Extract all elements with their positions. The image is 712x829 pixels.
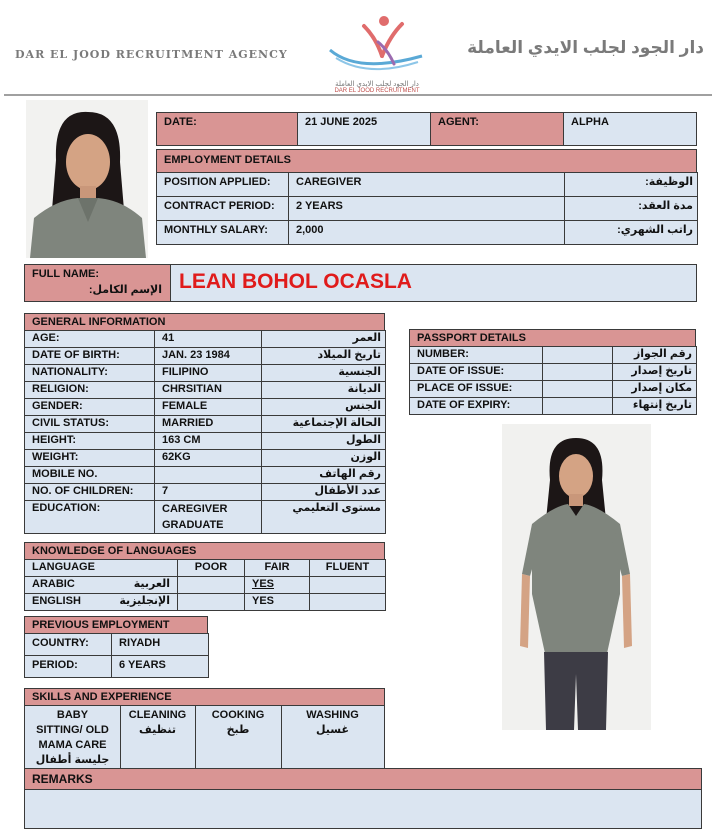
date-agent-bar	[156, 112, 697, 146]
language-name: ARABIC	[32, 578, 75, 590]
general-label-arabic: رقم الهاتف	[262, 467, 386, 484]
logo-arabic-text: دار الجود لجلب الايدي العاملة	[335, 81, 419, 88]
employment-row	[157, 197, 698, 221]
column-header: FAIR	[245, 560, 310, 577]
passport-row	[410, 347, 697, 364]
general-label: EDUCATION:	[25, 501, 155, 534]
passport-details-title: PASSPORT DETAILS	[417, 332, 526, 344]
skill-label-arabic: جليسة أطفال	[35, 754, 110, 766]
employment-label-arabic: الوظيفة:	[565, 173, 698, 197]
passport-value	[543, 381, 613, 398]
agency-logo	[318, 12, 436, 92]
language-poor	[178, 577, 245, 594]
full-name-label-cell	[24, 264, 171, 302]
passport-details-table	[409, 346, 697, 415]
date-label-cell	[156, 112, 298, 146]
employment-value: 2 YEARS	[289, 197, 565, 221]
logo-figure-icon	[318, 12, 436, 74]
agent-value-cell	[563, 112, 697, 146]
general-value: 41	[155, 331, 262, 348]
general-label: NATIONALITY:	[25, 365, 155, 382]
previous-value: RIYADH	[112, 634, 209, 656]
logo-english-text: DAR EL JOOD RECRUITMENT	[334, 88, 420, 94]
employment-details-header	[156, 149, 697, 173]
general-label-arabic: الديانة	[262, 382, 386, 399]
general-information-header	[24, 313, 385, 331]
language-row	[25, 577, 386, 594]
general-label-arabic: العمر	[262, 331, 386, 348]
skill-item-cleaning	[120, 706, 196, 771]
general-row	[25, 399, 386, 416]
remarks-header	[24, 768, 702, 790]
agent-label-cell	[430, 112, 564, 146]
remarks-box	[24, 789, 702, 829]
skill-label: CLEANING	[128, 709, 187, 721]
education-value-line1: CAREGIVER	[162, 503, 228, 515]
general-label: WEIGHT:	[25, 450, 155, 467]
previous-employment-title: PREVIOUS EMPLOYMENT	[32, 619, 170, 631]
skills-grid	[24, 705, 385, 770]
skills-title: SKILLS AND EXPERIENCE	[32, 691, 172, 703]
general-row	[25, 501, 386, 534]
passport-label: DATE OF ISSUE:	[410, 364, 543, 381]
full-name-value-cell	[170, 264, 697, 302]
general-label-arabic: الوزن	[262, 450, 386, 467]
language-poor	[178, 594, 245, 611]
general-row	[25, 450, 386, 467]
previous-employment-row	[25, 656, 209, 678]
applicant-full-body-photo	[502, 424, 651, 730]
previous-employment-table	[24, 633, 209, 678]
general-row	[25, 348, 386, 365]
previous-label: COUNTRY:	[25, 634, 112, 656]
employment-value: CAREGIVER	[289, 173, 565, 197]
passport-row	[410, 398, 697, 415]
skill-label-arabic: تنظيف	[139, 724, 176, 736]
agent-label: AGENT:	[438, 116, 479, 128]
general-value: CHRSITIAN	[155, 382, 262, 399]
education-value-line2: GRADUATE	[162, 519, 224, 531]
passport-label-arabic: مكان إصدار	[613, 381, 697, 398]
general-label-arabic: تاريخ الميلاد	[262, 348, 386, 365]
skill-label: MAMA CARE	[38, 739, 107, 751]
general-value: 163 CM	[155, 433, 262, 450]
general-label: RELIGION:	[25, 382, 155, 399]
general-label-arabic: عدد الأطفال	[262, 484, 386, 501]
passport-row	[410, 381, 697, 398]
general-value: MARRIED	[155, 416, 262, 433]
remarks-title: REMARKS	[32, 772, 93, 786]
header-divider	[4, 94, 712, 96]
general-label: MOBILE NO.	[25, 467, 155, 484]
date-value: 21 JUNE 2025	[305, 116, 378, 128]
languages-title: KNOWLEDGE OF LANGUAGES	[32, 545, 197, 557]
passport-label-arabic: تاريخ إنتهاء	[613, 398, 697, 415]
general-value: JAN. 23 1984	[155, 348, 262, 365]
previous-value: 6 YEARS	[112, 656, 209, 678]
passport-label: NUMBER:	[410, 347, 543, 364]
skill-label-arabic: طبخ	[226, 724, 250, 736]
general-value: 62KG	[155, 450, 262, 467]
general-label-arabic: الحالة الإجتماعية	[262, 416, 386, 433]
full-name-value: LEAN BOHOL OCASLA	[179, 270, 412, 293]
employment-details-title: EMPLOYMENT DETAILS	[164, 154, 291, 166]
language-name-arabic: الإنجليزية	[119, 595, 170, 607]
passport-label-arabic: تاريخ إصدار	[613, 364, 697, 381]
general-row	[25, 331, 386, 348]
employment-label-arabic: راتب الشهري:	[565, 221, 698, 245]
agency-name-english: DAR EL JOOD RECRUITMENT AGENCY	[15, 48, 288, 61]
general-value	[155, 467, 262, 484]
skill-label: BABY	[56, 709, 89, 721]
skill-item-washing	[281, 706, 384, 771]
employment-label: POSITION APPLIED:	[157, 173, 289, 197]
passport-label: PLACE OF ISSUE:	[410, 381, 543, 398]
general-row	[25, 484, 386, 501]
general-row	[25, 382, 386, 399]
language-fluent	[310, 594, 386, 611]
column-header: LANGUAGE	[25, 560, 178, 577]
passport-details-header	[409, 329, 696, 347]
general-label-arabic: الطول	[262, 433, 386, 450]
passport-value	[543, 364, 613, 381]
general-label: GENDER:	[25, 399, 155, 416]
passport-label-arabic: رقم الجواز	[613, 347, 697, 364]
language-name-arabic: العربية	[133, 578, 170, 590]
remarks-value	[25, 790, 701, 794]
general-label: NO. OF CHILDREN:	[25, 484, 155, 501]
general-label: CIVIL STATUS:	[25, 416, 155, 433]
general-label-arabic: الجنسية	[262, 365, 386, 382]
language-fair: YES	[245, 577, 310, 594]
language-name-cell	[25, 594, 178, 611]
skill-label: COOKING	[211, 709, 265, 721]
column-header: FLUENT	[310, 560, 386, 577]
general-label: DATE OF BIRTH:	[25, 348, 155, 365]
column-header: POOR	[178, 560, 245, 577]
language-name-cell	[25, 577, 178, 594]
employment-label-arabic: مدة العقد:	[565, 197, 698, 221]
general-value-cell	[155, 501, 262, 534]
language-name: ENGLISH	[32, 595, 81, 607]
general-label-arabic: مستوى التعليمي	[262, 501, 386, 534]
employment-label: MONTHLY SALARY:	[157, 221, 289, 245]
general-value: FILIPINO	[155, 365, 262, 382]
language-fluent	[310, 577, 386, 594]
full-name-label-arabic: الإسم الكامل:	[88, 284, 162, 296]
passport-value	[543, 398, 613, 415]
passport-label: DATE OF EXPIRY:	[410, 398, 543, 415]
employment-row	[157, 221, 698, 245]
general-label: AGE:	[25, 331, 155, 348]
agency-name-arabic: دار الجود لجلب الايدي العاملة	[467, 38, 704, 57]
employment-row	[157, 173, 698, 197]
date-value-cell	[297, 112, 431, 146]
skill-item-cooking	[195, 706, 282, 771]
general-row	[25, 467, 386, 484]
languages-header	[24, 542, 385, 560]
skills-header	[24, 688, 385, 706]
languages-table	[24, 559, 386, 611]
general-information-table	[24, 330, 386, 534]
employment-details-table	[156, 172, 698, 245]
general-row	[25, 416, 386, 433]
general-row	[25, 365, 386, 382]
previous-label: PERIOD:	[25, 656, 112, 678]
general-value: 7	[155, 484, 262, 501]
previous-employment-row	[25, 634, 209, 656]
applicant-portrait-photo	[26, 100, 148, 258]
skill-label: SITTING/ OLD	[36, 724, 109, 736]
full-name-label: FULL NAME:	[32, 268, 100, 280]
skill-label-arabic: غسيل	[315, 724, 350, 736]
skill-item-baby-sitting	[25, 706, 121, 771]
skill-label: WASHING	[306, 709, 359, 721]
language-fair: YES	[245, 594, 310, 611]
general-label: HEIGHT:	[25, 433, 155, 450]
general-row	[25, 433, 386, 450]
languages-header-row	[25, 560, 386, 577]
general-information-title: GENERAL INFORMATION	[32, 316, 166, 328]
employment-value: 2,000	[289, 221, 565, 245]
date-label: DATE:	[164, 116, 197, 128]
general-value: FEMALE	[155, 399, 262, 416]
passport-value	[543, 347, 613, 364]
agent-value: ALPHA	[571, 116, 609, 128]
language-row	[25, 594, 386, 611]
general-label-arabic: الجنس	[262, 399, 386, 416]
previous-employment-header	[24, 616, 208, 634]
employment-label: CONTRACT PERIOD:	[157, 197, 289, 221]
passport-row	[410, 364, 697, 381]
